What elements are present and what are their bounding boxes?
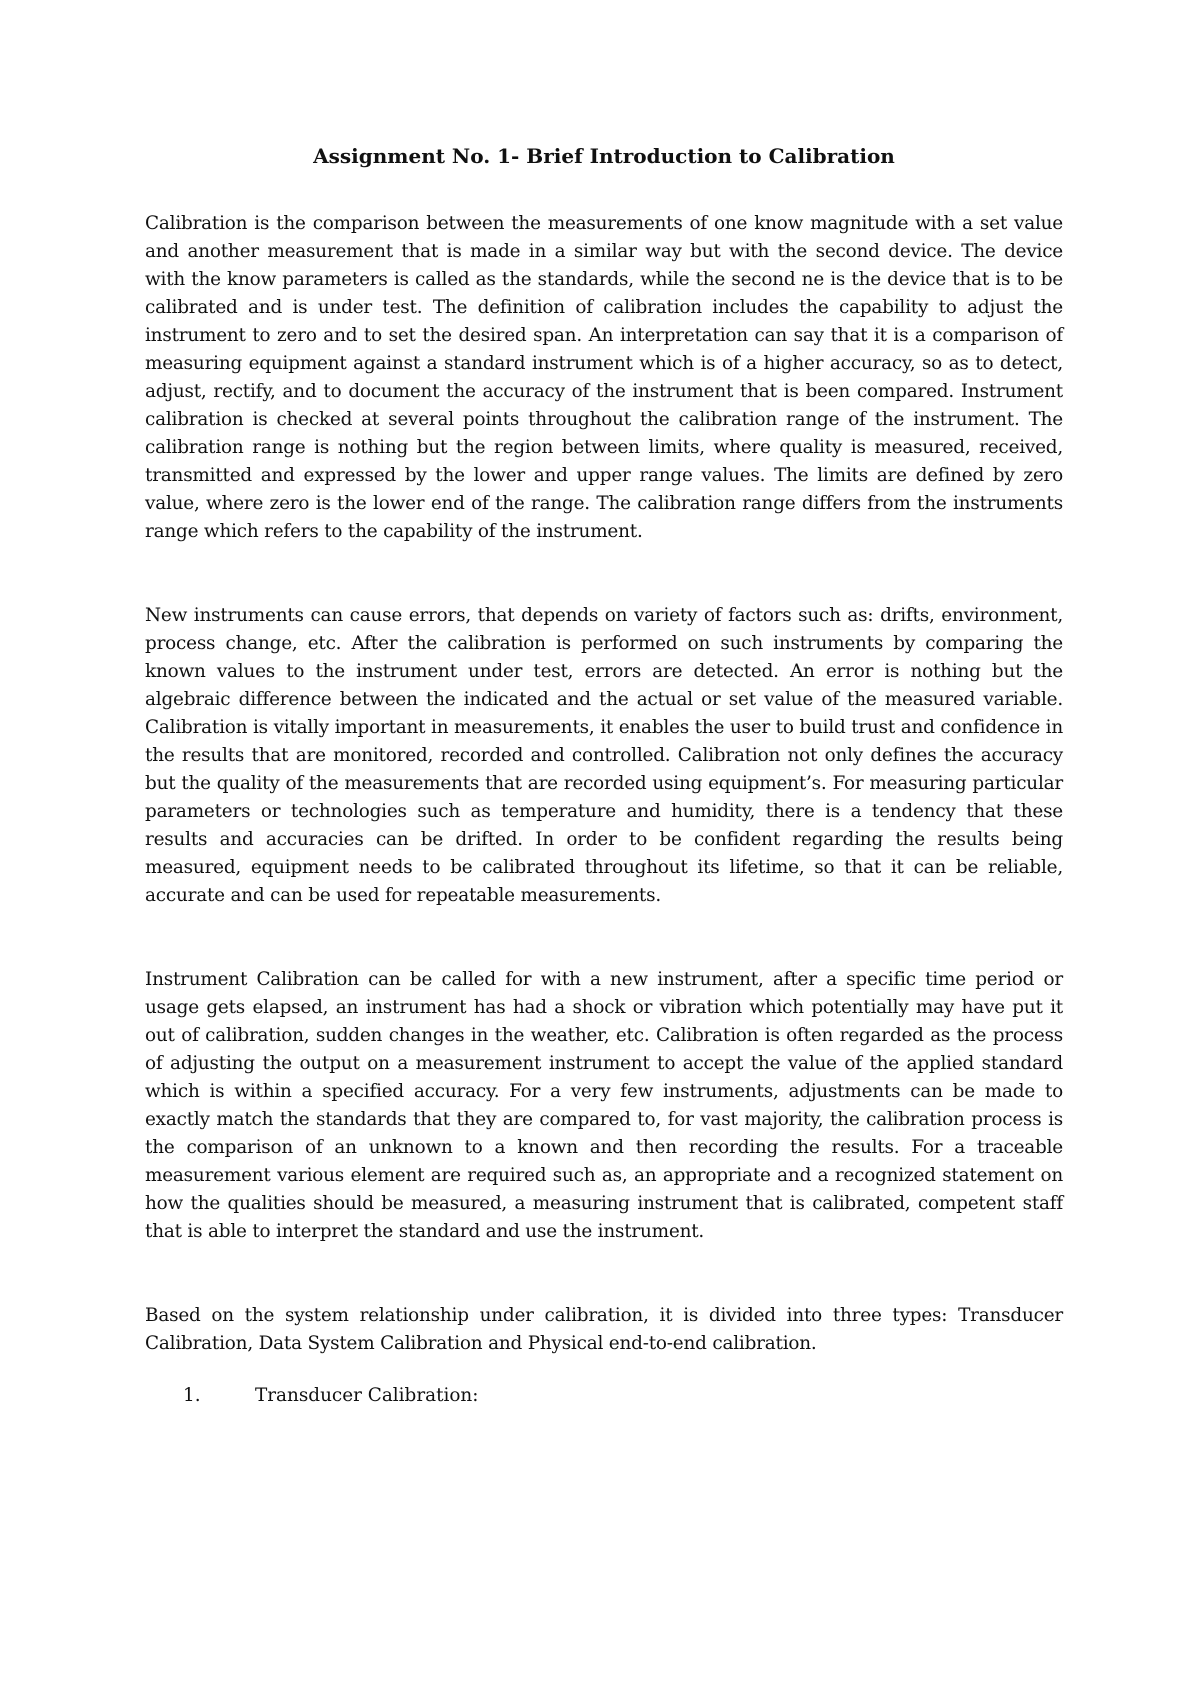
paragraph-when-to-calibrate: Instrument Calibration can be called for with a new instrument, after a specific time period or usage gets elapsed, an instrument has had a shock or vibration which potentially may have put it out of calibration, sudden changes in the weather, etc. Calibration is often regarded as the process of adjusting the output on a measurement instrument to accept the value of the applied standard which is within a specified accuracy. For a very few instruments, adjustments can be made to exactly match the standards that they are compared to, for vast majority, the calibration process is the comparison of an unknown to a known and then recording the results. For a traceable measurement various element are required such as, an appropriate and a recognized statement on how the qualities should be measured, a measuring instrument that is calibrated, competent staff that is able to interpret the standard and use the instrument. <box>145 969 1063 1242</box>
paragraph-errors-and-importance: New instruments can cause errors, that depends on variety of factors such as: drifts, environment, process change, etc. After the calibration is performed on such instruments by comparing the known values to the instrument under test, errors are detected. An error is nothing but the algebraic difference between the indicated and the actual or set value of the measured variable. Calibration is vitally important in measurements, it enables the user to build trust and confidence in the results that are monitored, recorded and controlled. Calibration not only defines the accuracy but the quality of the measurements that are recorded using equipment’s. For measuring particular parameters or technologies such as temperature and humidity, there is a tendency that these results and accuracies can be drifted. In order to be confident regarding the results being measured, equipment needs to be calibrated throughout its lifetime, so that it can be reliable, accurate and can be used for repeatable measurements. <box>145 605 1063 906</box>
list-item-text: Transducer Calibration: <box>255 1385 479 1406</box>
paragraph-calibration-types: Based on the system relationship under calibration, it is divided into three types: Transducer Calibration, Data System Calibration and Physical end-to-end calibration. <box>145 1305 1063 1354</box>
list-item-number: 1. <box>183 1385 201 1406</box>
document-body <box>145 142 1063 1410</box>
paragraph-calibration-definition: Calibration is the comparison between the measurements of one know magnitude with a set value and another measurement that is made in a similar way but with the second device. The device with the know parameters is called as the standards, while the second ne is the device that is to be calibrated and is under test. The definition of calibration includes the capability to adjust the instrument to zero and to set the desired span. An interpretation can say that it is a comparison of measuring equipment against a standard instrument which is of a higher accuracy, so as to detect, adjust, rectify, and to document the accuracy of the instrument that is been compared. Instrument calibration is checked at several points throughout the calibration range of the instrument. The calibration range is nothing but the region between limits, where quality is measured, received, transmitted and expressed by the lower and upper range values. The limits are defined by zero value, where zero is the lower end of the range. The calibration range differs from the instruments range which refers to the capability of the instrument. <box>145 213 1063 542</box>
document-title: Assignment No. 1- Brief Introduction to Calibration <box>313 144 895 168</box>
list-item <box>145 1382 1063 1410</box>
calibration-types-list <box>145 1382 1063 1410</box>
